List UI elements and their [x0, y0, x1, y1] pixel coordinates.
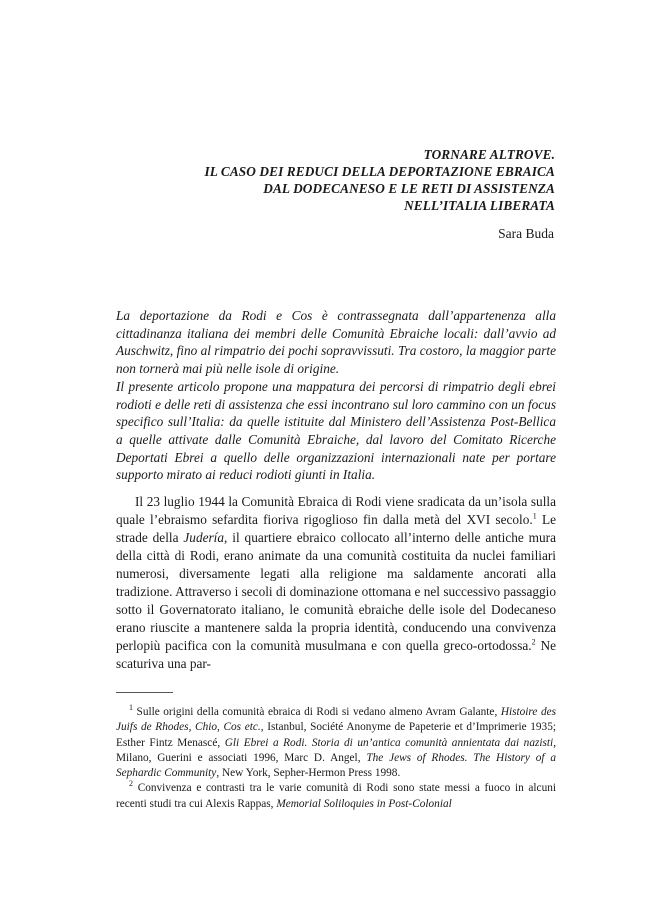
footnote-ref: 1	[532, 511, 537, 521]
footnote-text: Sulle origini della comunità ebraica di Rodi si vedano almeno Avram Galante,	[136, 706, 501, 718]
footnote-title: The Jews of Rhodes. The History of a Sephardic Community	[116, 751, 556, 780]
footnote-text: Convivenza e contrasti tra le varie comunità di Rodi sono state messi a fuoco in alcuni recenti studi tra cui Alexis Rappas,	[116, 782, 557, 810]
author-name: Sara Buda	[498, 226, 554, 241]
body-text-run: , il quartiere ebraico collocato all’interno delle antiche mura della città di Rodi, erano animate da una comunità costituita da nuclei familiari numerosi, diversamente legati alla religione ma saldamente ancorati alla tradizione. Attraverso i secoli di dominazione ottomana e nel successivo passaggio sotto il Governatorato italiano, le comunità ebraiche delle isole del Dodecaneso erano riuscite a mantenere salda la propria identità, conducendo una convivenza perlopiù pacifica con la comunità musulmana e con quella greco-ortodossa.	[116, 530, 556, 653]
footnote-text: , Milano, Guerini e associati 1996, Marc D. Angel,	[116, 736, 557, 764]
footnotes	[116, 705, 556, 812]
footnote-text: , Istanbul, Société Anonyme de Papeterie et d’Imprimerie 1935; Esther Fintz Menascé,	[116, 721, 556, 749]
title-line: NELL’ITALIA LIBERATA	[404, 198, 555, 213]
body-text-run: Le strade della	[116, 512, 556, 545]
body-text-run: Il 23 luglio 1944 la Comunità Ebraica di Rodi viene sradicata da un’isola sulla quale l’ebraismo sefardita fioriva rigoglioso fin dalla metà del XVI secolo.	[116, 494, 556, 527]
footnote-ref: 2	[531, 637, 536, 647]
footnote-separator	[116, 692, 173, 693]
footnote-number: 1	[129, 703, 133, 713]
abstract-paragraph: Il presente articolo propone una mappatura dei percorsi di rimpatrio degli ebrei rodioti e delle reti di assistenza che essi incontrano sul loro cammino con un focus specifico sull’Italia: da quelle istituite dal Ministero dell’Assistenza Post-Bellica a quelle attivate dalle Comunità Ebraiche, dal lavoro del Comitato Ricerche Deportati Ebrei a quello delle organizzazioni internazionali nate per portare supporto mirato ai reduci rodioti giunti in Italia.	[116, 378, 556, 483]
footnote-title: Gli Ebrei a Rodi. Storia di un’antica comunità annientata dai nazisti	[224, 736, 554, 749]
abstract-paragraph: La deportazione da Rodi e Cos è contrassegnata dall’appartenenza alla cittadinanza italiana dei membri delle Comunità Ebraiche locali: dall’avvio ad Auschwitz, fino al rimpatrio dei pochi sopravvissuti. Tra costoro, la maggior parte non tornerà mai più nelle isole di origine.	[116, 308, 556, 377]
footnote-title: Memorial Soliloquies in Post-Colonial	[276, 797, 452, 810]
body-paragraph	[116, 493, 556, 673]
footnote-text: , New York, Sepher-Hermon Press 1998.	[216, 767, 401, 780]
abstract	[116, 307, 556, 484]
body-emphasis: Judería	[183, 530, 225, 545]
title-line: IL CASO DEI REDUCI DELLA DEPORTAZIONE EBRAICA	[204, 164, 555, 179]
body-text	[116, 493, 556, 673]
footnote-number: 2	[129, 779, 133, 789]
footnote	[116, 781, 556, 812]
title-line: DAL DODECANESO E LE RETI DI ASSISTENZA	[263, 181, 555, 196]
footnote-title: Histoire des Juifs de Rhodes, Chio, Cos etc.	[116, 706, 557, 734]
body-text-run: Ne scaturiva una par-	[116, 638, 556, 671]
title-line: TORNARE ALTROVE.	[423, 147, 555, 162]
article-title	[204, 146, 555, 214]
footnote	[116, 705, 556, 781]
